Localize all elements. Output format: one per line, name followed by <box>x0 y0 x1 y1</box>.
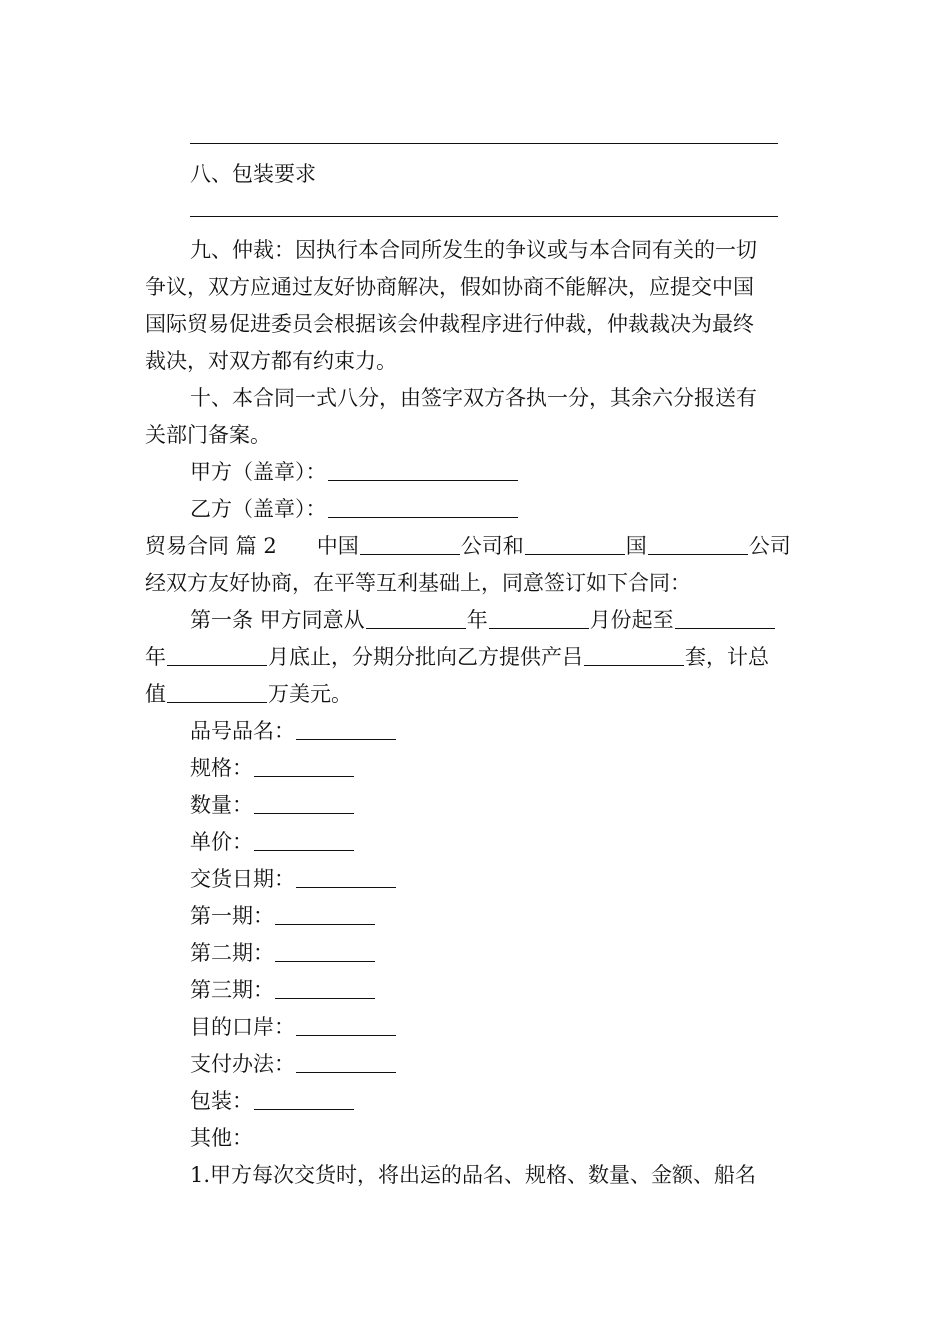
signature-blank <box>328 460 518 481</box>
party-b-label: 乙方（盖章）： <box>190 497 327 521</box>
month-blank <box>489 608 589 629</box>
text-company-and: 公司和 <box>460 534 524 558</box>
article-1-text: 第一条 甲方同意从 <box>190 608 365 632</box>
article-1-line <box>145 682 810 706</box>
field-blank <box>296 719 396 740</box>
field-blank <box>296 867 396 888</box>
field-label: 交货日期： <box>190 867 295 891</box>
field-label: 第二期： <box>190 941 274 965</box>
field-line <box>190 1089 855 1113</box>
field-line <box>190 793 855 817</box>
field-label: 品号品名： <box>190 719 295 743</box>
field-line <box>190 1015 855 1039</box>
article-1-line <box>190 608 855 632</box>
field-label: 规格： <box>190 756 253 780</box>
party-a-label: 甲方（盖章）： <box>190 460 327 484</box>
field-blank <box>254 830 354 851</box>
year-blank <box>366 608 466 629</box>
text-year: 年 <box>145 645 166 669</box>
field-line <box>190 867 855 891</box>
text-usd: 万美元。 <box>268 682 352 706</box>
field-line <box>190 719 855 743</box>
field-label: 第一期： <box>190 904 274 928</box>
item-1-line: 1.甲方每次交货时，将出运的品名、规格、数量、金额、船名 <box>190 1163 757 1187</box>
field-blank <box>275 904 375 925</box>
blank-line <box>190 143 778 144</box>
company-blank <box>648 534 748 555</box>
field-label: 数量： <box>190 793 253 817</box>
month-blank <box>167 645 267 666</box>
value-blank <box>167 682 267 703</box>
field-line <box>190 756 855 780</box>
field-label: 包装： <box>190 1089 253 1113</box>
field-label: 第三期： <box>190 978 274 1002</box>
field-blank <box>275 978 375 999</box>
party-b-signature <box>190 497 855 521</box>
text-sets: 套，计总 <box>685 645 769 669</box>
field-line <box>190 941 855 965</box>
field-blank <box>254 1089 354 1110</box>
field-line <box>190 978 855 1002</box>
field-label: 支付办法： <box>190 1052 295 1076</box>
field-blank <box>254 756 354 777</box>
field-blank <box>296 1052 396 1073</box>
paragraph-line: 十、本合同一式八分，由签字双方各执一分，其余六分报送有 <box>190 386 757 410</box>
text-month-from: 月份起至 <box>589 608 674 632</box>
country-blank <box>525 534 625 555</box>
field-line <box>190 904 855 928</box>
paragraph-line: 九、仲裁：因执行本合同所发生的争议或与本合同有关的一切 <box>190 238 757 262</box>
paragraph-line: 关部门备案。 <box>145 423 271 447</box>
text-year: 年 <box>466 608 488 632</box>
field-label: 目的口岸： <box>190 1015 295 1039</box>
field-blank <box>254 793 354 814</box>
field-blank <box>275 941 375 962</box>
year-blank <box>675 608 775 629</box>
section-heading: 八、包装要求 <box>190 162 316 186</box>
other-heading: 其他： <box>190 1126 253 1150</box>
paragraph-line: 国际贸易促进委员会根据该会仲裁程序进行仲裁，仲裁裁决为最终 <box>145 312 754 336</box>
text-country: 国 <box>625 534 647 558</box>
field-label: 单价： <box>190 830 253 854</box>
field-line <box>190 1052 855 1076</box>
field-blank <box>296 1015 396 1036</box>
paragraph-line: 裁决，对双方都有约束力。 <box>145 349 397 373</box>
text-company: 公司 <box>748 534 791 558</box>
paragraph-line: 经双方友好协商，在平等互利基础上，同意签订如下合同： <box>145 571 691 595</box>
text-month-end: 月底止，分期分批向乙方提供产吕 <box>268 645 583 669</box>
sets-blank <box>584 645 684 666</box>
contract-title-line <box>145 534 810 558</box>
contract-title: 贸易合同 篇 2 <box>145 534 277 558</box>
field-line <box>190 830 855 854</box>
text-china: 中国 <box>316 534 359 558</box>
text-value: 值 <box>145 682 166 706</box>
blank-line <box>190 216 778 217</box>
company-blank <box>360 534 460 555</box>
paragraph-line: 争议，双方应通过友好协商解决，假如协商不能解决，应提交中国 <box>145 275 754 299</box>
article-1-line <box>145 645 810 669</box>
signature-blank <box>328 497 518 518</box>
party-a-signature <box>190 460 855 484</box>
